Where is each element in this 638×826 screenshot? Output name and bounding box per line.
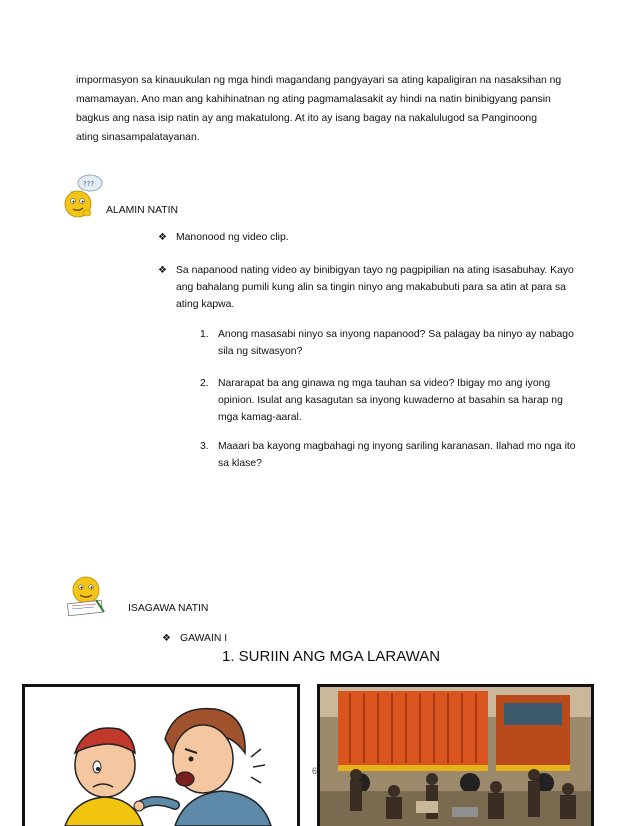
bullet-text: GAWAIN I [180, 633, 228, 644]
picture-frame-right [317, 684, 594, 826]
bullet-item [158, 262, 578, 313]
bullet-item [158, 229, 558, 246]
page-number: 6 [312, 766, 318, 776]
intro-line: ating sinasampalatayanan. [76, 132, 200, 143]
thinking-face-icon [60, 172, 108, 220]
bullet-text: Manonood ng video clip. [176, 232, 289, 243]
intro-line: impormasyon sa kinauukulan ng mga hindi magandang pangyayari sa ating kapaligiran na nasaksihan ng [76, 75, 562, 86]
section-heading-alamin: ALAMIN NATIN [106, 205, 178, 216]
diamond-bullet-icon: ❖ [162, 633, 171, 644]
question-number: 1. [200, 329, 209, 340]
intro-line: bagkus ang nasa isip natin ay ang makatulong. At ito ay isang bagay na nakalulugod sa Panginoong [76, 113, 537, 124]
question-item [200, 326, 580, 360]
diamond-bullet-icon: ❖ [158, 265, 167, 276]
question-number: 2. [200, 378, 209, 389]
question-item [200, 438, 580, 472]
bullet-text: Sa napanood nating video ay binibigyan tayo ng pagpipilian na ating isasabuhay. Kayo ang bahalang pumili kung alin sa tingin ninyo ang makabubuti para sa atin at para sa ating kapwa. [176, 265, 574, 310]
question-text: Anong masasabi ninyo sa inyong napanood? Sa palagay ba ninyo ay nabago sila ng sitwasyon? [218, 329, 574, 357]
question-number: 3. [200, 441, 209, 452]
svg-text:???: ??? [83, 180, 95, 188]
truck-photo-image [320, 687, 591, 826]
question-item [200, 375, 580, 426]
question-text: Nararapat ba ang ginawa ng mga tauhan sa video? Ibigay mo ang iyong opinion. Isulat ang kasagutan sa inyong kuwaderno at basahin sa harap ng mga kamag-aaral. [218, 378, 563, 423]
picture-frame-left [22, 684, 300, 826]
intro-line: mamamayan. Ano man ang kahihinatnan ng ating pagmamalasakit ay hindi na natin binibigyang pansin [76, 94, 551, 105]
activity-title: 1. SURIIN ANG MGA LARAWAN [222, 648, 441, 665]
question-text: Maaari ba kayong magbahagi ng inyong sariling karanasan. Ilahad mo nga ito sa klase? [218, 441, 576, 469]
section-heading-isagawa: ISAGAWA NATIN [128, 603, 209, 614]
cartoon-scolding-image [25, 687, 297, 826]
diamond-bullet-icon: ❖ [158, 232, 167, 243]
bullet-item [162, 630, 362, 647]
intro-paragraph [76, 71, 576, 147]
writing-face-icon [64, 572, 110, 618]
